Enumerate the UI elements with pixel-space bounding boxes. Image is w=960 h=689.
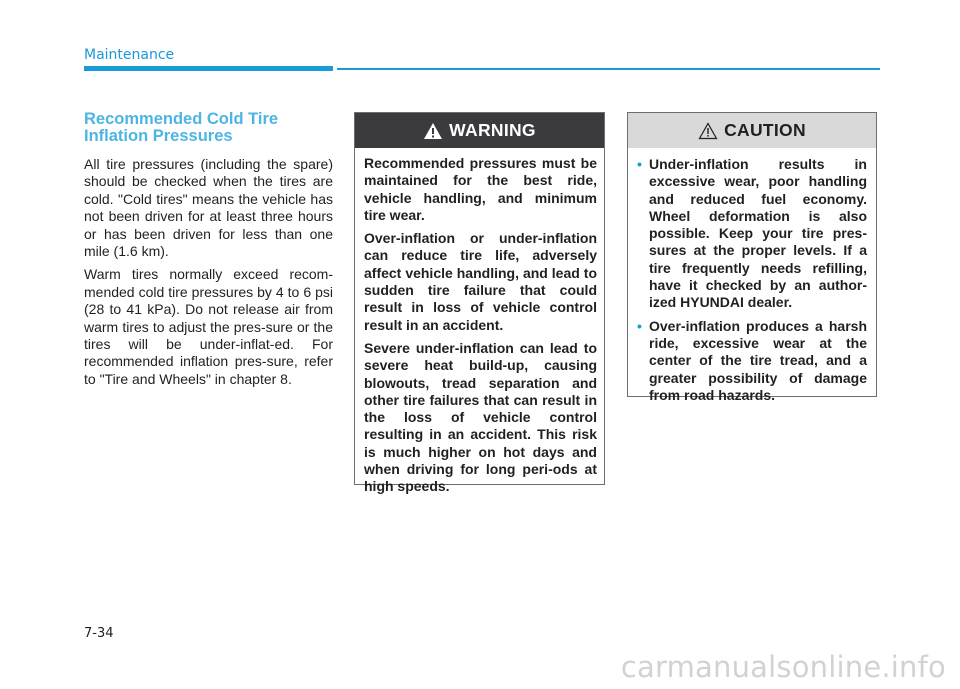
warning-body <box>355 148 604 496</box>
bullet-icon: • <box>637 317 642 334</box>
caution-header <box>628 113 876 148</box>
caution-item-1 <box>637 156 867 312</box>
warning-triangle-icon <box>423 122 443 140</box>
caution-item-text: Over-inflation produces a harsh ride, excessive wear at the center of the tire tread, and a greater possibility of damage from road hazards. <box>649 317 867 403</box>
heading-line-1: Recommended Cold Tire <box>84 110 279 128</box>
section-label: Maintenance <box>84 47 175 63</box>
caution-triangle-icon <box>698 122 718 140</box>
body-paragraph-1: All tire pressures (including the spare) should be checked when the tires are cold. "Cold tires" means the vehicle has not been driven for at least three hours or has been driven for less than one mile (1.6 km). <box>84 156 333 260</box>
warning-paragraph-1: Recommended pressures must be maintained for the best ride, vehicle handling, and minimum tire wear. <box>364 155 597 223</box>
page-number: 7-34 <box>84 626 114 641</box>
caution-list <box>637 156 867 404</box>
caution-box <box>627 112 877 403</box>
caution-item-text: Under-inflation results in excessive wear, poor handling and reduced fuel economy. Wheel deformation is also possible. Keep your tire pres-sures at the proper levels. If a tire frequently needs refilling, have it checked by an author-ized HYUNDAI dealer. <box>649 156 867 311</box>
warning-paragraph-2: Over-inflation or under-inflation can reduce tire life, adversely affect vehicle handling, and lead to sudden tire failure that could result in loss of vehicle control result in an accident. <box>364 230 597 333</box>
warning-box <box>354 112 605 495</box>
header-rule-thin <box>337 68 880 70</box>
header-rule-thick <box>84 66 333 71</box>
body-paragraph-2: Warm tires normally exceed recom-mended cold tire pressures by 4 to 6 psi (28 to 41 kPa). Do not release air from warm tires to adjust the pres-sure or the tires will be under-inflat-ed. For recommended inflation pres-sure, refer to "Tire and Wheels" in chapter 8. <box>84 266 333 387</box>
left-column <box>84 111 333 394</box>
warning-title: WARNING <box>449 120 536 140</box>
caution-title: CAUTION <box>724 120 806 140</box>
warning-paragraph-3: Severe under-inflation can lead to severe heat build-up, causing blowouts, tread separation and other tire failures that can result in the loss of vehicle control resulting in an accident. This risk is much higher on hot days and when driving for long peri-ods at high speeds. <box>364 339 597 495</box>
warning-header <box>355 113 604 148</box>
bullet-icon: • <box>637 156 642 172</box>
watermark: carmanualsonline.info <box>620 650 946 684</box>
caution-body <box>628 148 876 404</box>
heading-line-2: Inflation Pressures <box>84 127 233 145</box>
section-heading <box>84 111 333 145</box>
caution-item-2 <box>637 318 867 404</box>
